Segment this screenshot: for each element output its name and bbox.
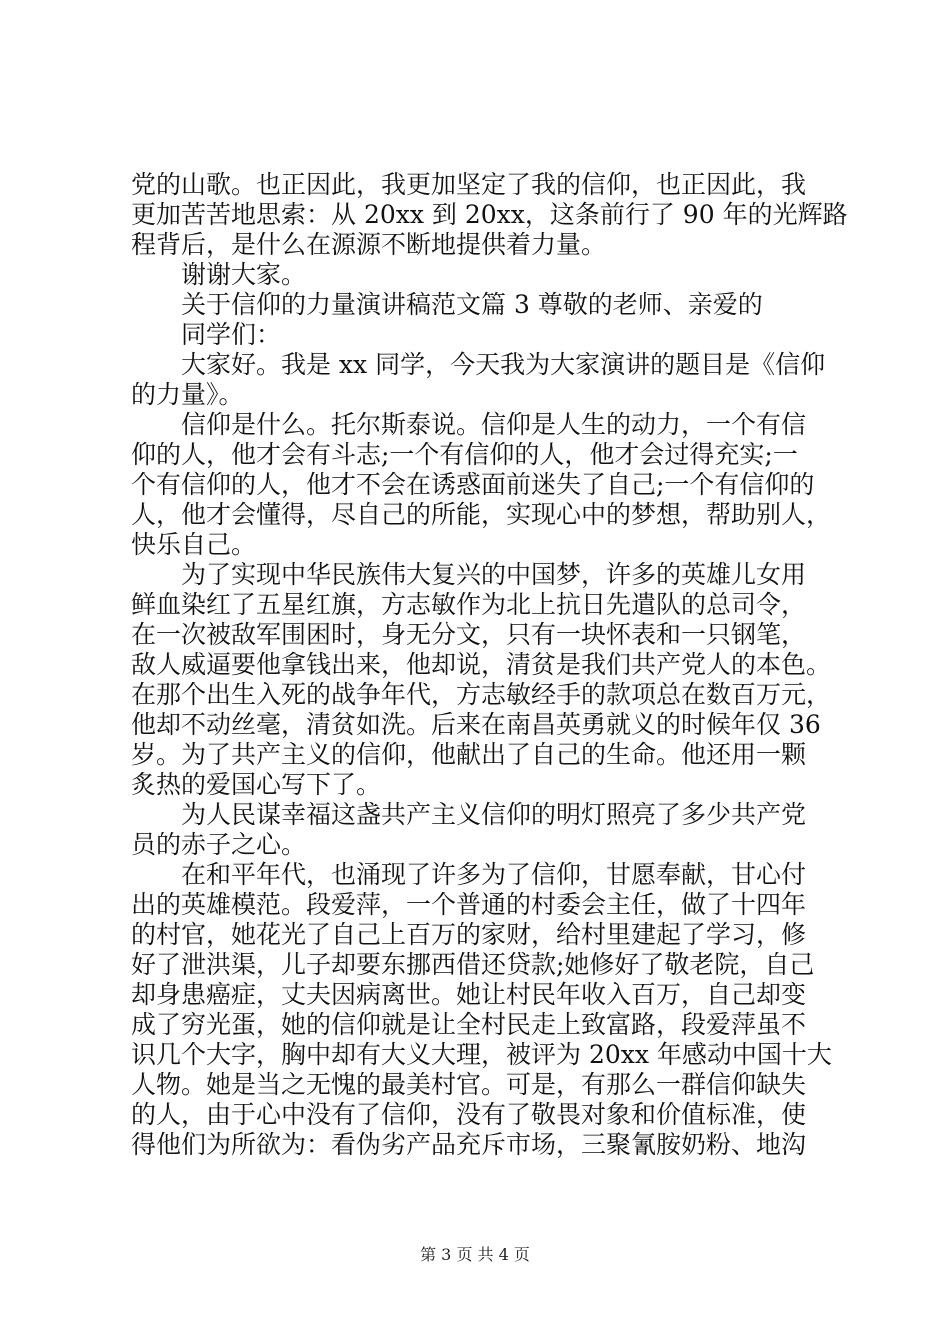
text-line: 员的赤子之心。 <box>131 830 307 859</box>
text-line: 谢谢大家。 <box>131 260 307 289</box>
text-line: 成了穷光蛋，她的信仰就是让全村民走上致富路，段爱萍虽不 <box>131 1010 807 1039</box>
text-line: 好了泄洪渠，儿子却要东挪西借还贷款;她修好了敬老院，自己 <box>131 950 815 979</box>
text-line: 他却不动丝毫，清贫如洗。后来在南昌英勇就义的时候年仅 36 <box>131 710 821 739</box>
page-footer: 第 3 页 共 4 页 <box>420 1245 530 1264</box>
text-line: 在那个出生入死的战争年代，方志敏经手的款项总在数百万元， <box>131 680 832 709</box>
text-line: 为了实现中华民族伟大复兴的中国梦，许多的英雄儿女用 <box>131 560 807 589</box>
text-line: 关于信仰的力量演讲稿范文篇 3 尊敬的老师、亲爱的 <box>131 290 763 319</box>
text-line: 炙热的爱国心写下了。 <box>131 770 382 799</box>
text-line: 得他们为所欲为：看伪劣产品充斥市场，三聚氰胺奶粉、地沟 <box>131 1130 807 1159</box>
text-line: 快乐自己。 <box>131 530 257 559</box>
text-line: 的人，由于心中没有了信仰，没有了敬畏对象和价值标准，使 <box>131 1100 807 1129</box>
text-line: 人物。她是当之无愧的最美村官。可是，有那么一群信仰缺失 <box>131 1070 807 1099</box>
text-line: 人，他才会懂得，尽自己的所能，实现心中的梦想，帮助别人， <box>131 500 832 529</box>
text-line: 岁。为了共产主义的信仰，他献出了自己的生命。他还用一颗 <box>131 740 807 769</box>
text-line: 在和平年代，也涌现了许多为了信仰，甘愿奉献，甘心付 <box>131 860 807 889</box>
text-line: 识几个大字，胸中却有大义大理，被评为 20xx 年感动中国十大 <box>131 1040 832 1069</box>
text-line: 鲜血染红了五星红旗，方志敏作为北上抗日先遣队的总司令， <box>131 590 807 619</box>
text-line: 敌人威逼要他拿钱出来，他却说，清贫是我们共产党人的本色。 <box>131 650 832 679</box>
text-line: 出的英雄模范。段爱萍，一个普通的村委会主任，做了十四年 <box>131 890 807 919</box>
text-line: 的村官，她花光了自己上百万的家财，给村里建起了学习，修 <box>131 920 807 949</box>
text-line: 的力量》。 <box>131 380 244 409</box>
text-line: 程背后，是什么在源源不断地提供着力量。 <box>131 230 607 259</box>
text-line: 为人民谋幸福这盏共产主义信仰的明灯照亮了多少共产党 <box>131 800 807 829</box>
text-line: 信仰是什么。托尔斯泰说。信仰是人生的动力，一个有信 <box>131 410 807 439</box>
text-line: 仰的人，他才会有斗志;一个有信仰的人，他才会过得充实;一 <box>131 440 798 469</box>
text-line: 更加苦苦地思索：从 20xx 到 20xx，这条前行了 90 年的光辉路 <box>131 200 848 229</box>
body-text <box>131 170 848 1160</box>
text-line: 大家好。我是 xx 同学，今天我为大家演讲的题目是《信仰 <box>131 350 826 379</box>
text-line: 个有信仰的人，他才不会在诱惑面前迷失了自己;一个有信仰的 <box>131 470 815 499</box>
text-line: 在一次被敌军围困时，身无分文，只有一块怀表和一只钢笔， <box>131 620 807 649</box>
text-line: 同学们： <box>131 320 282 349</box>
text-line: 党的山歌。也正因此，我更加坚定了我的信仰，也正因此，我 <box>131 170 807 199</box>
text-line: 却身患癌症，丈夫因病离世。她让村民年收入百万，自己却变 <box>131 980 807 1009</box>
